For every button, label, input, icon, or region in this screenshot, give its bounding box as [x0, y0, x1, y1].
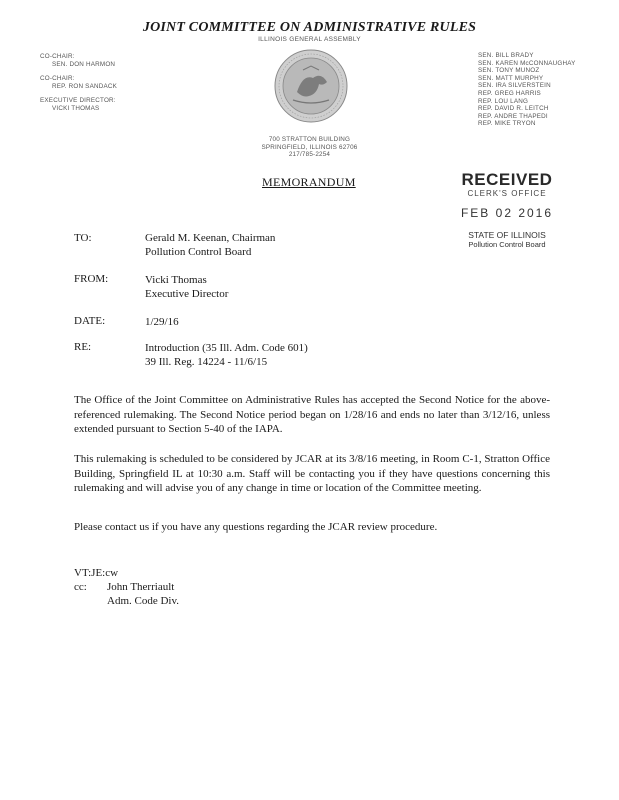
letterhead-title: JOINT COMMITTEE ON ADMINISTRATIVE RULES — [142, 20, 477, 35]
committee-members — [478, 52, 576, 128]
stamp-office: CLERK'S OFFICE — [467, 189, 547, 198]
executive-director-label: EXECUTIVE DIRECTOR: — [40, 97, 116, 105]
co-chair-name: SEN. DON HARMON — [52, 60, 116, 68]
address-line: 700 STRATTON BUILDING — [268, 136, 351, 143]
member-name: REP. GREG HARRIS — [478, 89, 541, 97]
from-label: FROM: — [74, 273, 109, 285]
received-stamp — [452, 170, 562, 249]
co-chair-name: REP. RON SANDACK — [52, 82, 118, 90]
member-name: REP. LOU LANG — [478, 97, 529, 105]
to-line: Gerald M. Keenan, Chairman — [145, 232, 276, 244]
cc-line: Adm. Code Div. — [107, 595, 180, 607]
address-line: SPRINGFIELD, ILLINOIS 62706 — [261, 143, 358, 151]
state-seal-icon — [273, 48, 349, 124]
member-name: SEN. TONY MUNOZ — [478, 67, 540, 75]
cc-line: John Therriault — [107, 581, 175, 593]
memo-heading: MEMORANDUM — [262, 175, 356, 189]
stamp-received: RECEIVED — [461, 170, 553, 189]
date-label: DATE: — [74, 315, 106, 327]
to-label: TO: — [74, 232, 92, 244]
initials: VT:JE:cw — [74, 567, 119, 579]
member-name: REP. DAVID R. LEITCH — [478, 105, 549, 113]
re-value — [145, 341, 308, 369]
cc-recipients — [107, 580, 179, 608]
body-paragraph: Please contact us if you have any questions regarding the JCAR review procedure. — [74, 521, 438, 533]
letterhead-officers — [40, 53, 117, 113]
letterhead-address — [0, 136, 619, 159]
member-name: REP. ANDRE THAPEDI — [478, 112, 548, 120]
re-line: Introduction (35 Ill. Adm. Code 601) — [145, 342, 308, 354]
from-line: Executive Director — [145, 288, 229, 300]
re-line: 39 Ill. Reg. 14224 - 11/6/15 — [145, 356, 268, 368]
member-name: SEN. MATT MURPHY — [478, 74, 544, 82]
member-name: SEN. KAREN McCONNAUGHAY — [478, 59, 576, 67]
from-value — [145, 273, 228, 301]
to-line: Pollution Control Board — [145, 246, 252, 258]
re-label: RE: — [74, 341, 92, 353]
executive-director-name: VICKI THOMAS — [52, 104, 100, 112]
member-name: REP. MIKE TRYON — [478, 120, 536, 128]
letterhead-subtitle: ILLINOIS GENERAL ASSEMBLY — [258, 36, 361, 43]
stamp-date: FEB 02 2016 — [460, 206, 554, 220]
from-line: Vicki Thomas — [145, 274, 207, 286]
body-paragraph: The Office of the Joint Committee on Administrative Rules has accepted the Second Notice for the above-referenced rulemaking. The Second Notice period began on 1/28/16 and ends no later than 3/12/16, unless extended pursuant to Section 5-40 of the IAPA. — [74, 394, 550, 435]
cc-label: cc: — [74, 581, 87, 593]
member-name: SEN. BILL BRADY — [478, 52, 534, 59]
stamp-board: Pollution Control Board — [468, 240, 546, 249]
co-chair-label: CO-CHAIR: — [40, 75, 75, 83]
co-chair-label: CO-CHAIR: — [40, 53, 75, 60]
body-paragraph: This rulemaking is scheduled to be considered by JCAR at its 3/8/16 meeting, in Room C-1, Stratton Office Building, Springfield IL at 10:30 a.m. Staff will be contacting you if they have questions concerning this rulemaking and will advise you of any change in time or location of the Committee meeting. — [74, 453, 550, 494]
phone-number: 217/785-2254 — [288, 151, 331, 159]
memo-footer — [74, 566, 179, 608]
member-name: SEN. IRA SILVERSTEIN — [478, 82, 551, 90]
date-value: 1/29/16 — [145, 316, 179, 328]
to-value — [145, 231, 275, 259]
stamp-state: STATE OF ILLINOIS — [468, 230, 546, 240]
